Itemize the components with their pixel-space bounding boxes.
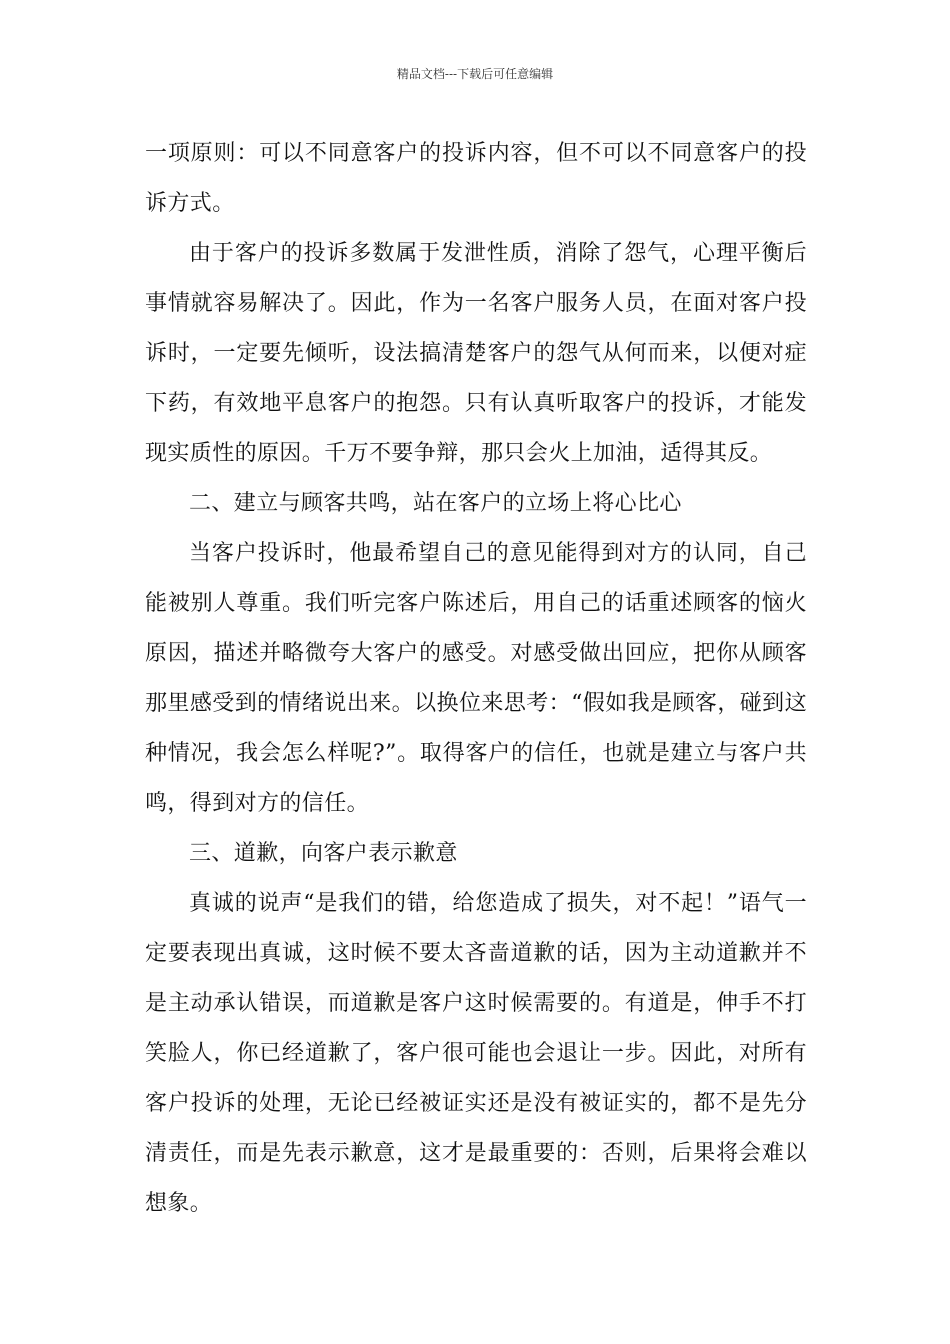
document-body — [145, 129, 807, 1229]
paragraph-empathy: 当客户投诉时，他最希望自己的意见能得到对方的认同，自己能被别人尊重。我们听完客户陈述后，用自己的话重述顾客的恼火原因，描述并略微夸大客户的感受。对感受做出回应，把你从顾客那里感受到的情绪说出来。以换位来思考：“假如我是顾客，碰到这种情况，我会怎么样呢?”。取得客户的信任，也就是建立与客户共鸣，得到对方的信任。 — [145, 541, 807, 816]
paragraph-listen: 由于客户的投诉多数属于发泄性质，消除了怨气，心理平衡后事情就容易解决了。因此，作为一名客户服务人员，在面对客户投诉时，一定要先倾听，设法搞清楚客户的怨气从何而来，以便对症下药，有效地平息客户的抱怨。只有认真听取客户的投诉，才能发现实质性的原因。千万不要争辩，那只会火上加油，适得其反。 — [145, 241, 807, 466]
section-heading-apology: 三、道歉，向客户表示歉意 — [189, 841, 458, 866]
paragraph-principle-continued: 一项原则：可以不同意客户的投诉内容，但不可以不同意客户的投诉方式。 — [145, 141, 807, 216]
page-header: 精品文档---下载后可任意编辑 — [396, 67, 554, 81]
paragraph-apology: 真诚的说声“是我们的错，给您造成了损失，对不起！”语气一定要表现出真诚，这时候不要太吝啬道歉的话，因为主动道歉并不是主动承认错误，而道歉是客户这时候需要的。有道是，伸手不打笑脸人，你已经道歉了，客户很可能也会退让一步。因此，对所有客户投诉的处理，无论已经被证实还是没有被证实的，都不是先分清责任，而是先表示歉意，这才是最重要的：否则，后果将会难以想象。 — [145, 891, 807, 1216]
section-heading-empathy: 二、建立与顾客共鸣，站在客户的立场上将心比心 — [189, 491, 682, 516]
